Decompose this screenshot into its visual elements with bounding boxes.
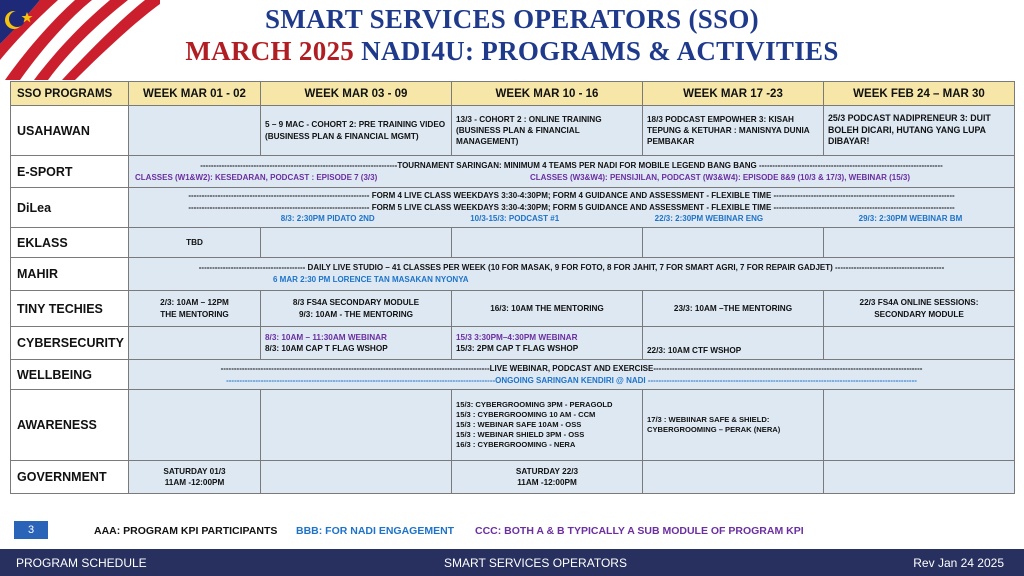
legend-ccc: CCC: BOTH A & B TYPICALLY A SUB MODULE OF PROGRAM KPI (475, 525, 804, 537)
dilea-event: 10/3-15/3: PODCAST #1 (470, 214, 560, 224)
footer-bar (0, 549, 1024, 576)
program-label: TINY TECHIES (11, 291, 129, 327)
table-row-cybersecurity (11, 327, 1015, 360)
schedule-cell (261, 461, 452, 494)
schedule-cell (824, 461, 1015, 494)
column-header-programs: SSO PROGRAMS (11, 82, 129, 106)
cell-line: SATURDAY 22/3 (515, 466, 579, 476)
program-label: DiLea (11, 188, 129, 228)
program-label: E-SPORT (11, 156, 129, 188)
table-header-row (11, 82, 1015, 106)
schedule-cell (643, 390, 824, 461)
schedule-cell: 23/3: 10AM –THE MENTORING (643, 291, 824, 327)
column-header-week: WEEK FEB 24 – MAR 30 (824, 82, 1015, 106)
table-row-wellbeing (11, 360, 1015, 390)
cell-line: 17/3 : WEBIINAR SAFE & SHIELD: (647, 414, 770, 424)
schedule-cell (261, 327, 452, 360)
schedule-cell (129, 291, 261, 327)
program-label: MAHIR (11, 258, 129, 291)
dilea-event: 29/3: 2:30PM WEBINAR BM (858, 214, 963, 224)
schedule-cell: 25/3 PODCAST NADIPRENEUR 3: DUIT BOLEH DICARI, HUTANG YANG LUPA DIBAYAR! (824, 106, 1015, 156)
schedule-cell (261, 228, 452, 258)
schedule-cell (129, 106, 261, 156)
cell-line: 15/3 : WEBINAR SAFE 10AM - OSS (456, 420, 582, 430)
program-label: WELLBEING (11, 360, 129, 390)
schedule-cell (824, 327, 1015, 360)
cell-line: 15/3: CYBERGROOMING 3PM - PERAGOLD (456, 400, 613, 410)
span-line: ---------------------------------------- DAILY LIVE STUDIO – 41 CLASSES PER WEEK (10 FOR MASAK, 9 FOR FOTO, 8 FOR JAHIT, 7 FOR SMART AGRI, 7 FOR REPAIR GADJET) ----------------------------------------- (198, 263, 945, 273)
schedule-cell (452, 327, 643, 360)
program-label: USAHAWAN (11, 106, 129, 156)
program-label: EKLASS (11, 228, 129, 258)
schedule-cell (261, 291, 452, 327)
schedule-span-cell (129, 258, 1015, 291)
schedule-cell (824, 291, 1015, 327)
subtitle-text: NADI4U: PROGRAMS & ACTIVITIES (354, 36, 839, 66)
schedule-table (10, 81, 1015, 494)
table-row-esport (11, 156, 1015, 188)
cell-line: 15/3 3:30PM–4:30PM WEBINAR (456, 332, 578, 342)
schedule-cell: 22/3: 10AM CTF WSHOP (643, 327, 824, 360)
schedule-cell (452, 390, 643, 461)
column-header-week: WEEK MAR 01 - 02 (129, 82, 261, 106)
table-row-awareness (11, 390, 1015, 461)
program-label: GOVERNMENT (11, 461, 129, 494)
span-line (133, 213, 1010, 225)
cell-line: 11AM -12:00PM (517, 478, 577, 487)
schedule-cell: 18/3 PODCAST EMPOWHER 3: KISAH TEPUNG & KETUHAR : MANISNYA DUNIA PEMBAKAR (643, 106, 824, 156)
schedule-cell (261, 390, 452, 461)
schedule-cell (452, 228, 643, 258)
page-title: SMART SERVICES OPERATORS (SSO) (265, 4, 759, 34)
table-row-usahawan (11, 106, 1015, 156)
table-row-tiny-techies (11, 291, 1015, 327)
span-line: -------------------------------------------------------------------- FORM 5 LIVE CLASS WEEKDAYS 3:30-4:30PM; FORM 5 GUIDANCE AND ASSESSMENT - FLEXIBLE TIME -------------------------------------------------------------------- (188, 202, 955, 212)
schedule-cell (129, 390, 261, 461)
esport-classes-w3w4: CLASSES (W3&W4): PENSIJILAN, PODCAST (W3&W4): EPISODE 8&9 (10/3 & 17/3), WEBINAR (15/3) (529, 172, 910, 182)
cell-line: 2/3: 10AM – 12PM (160, 298, 229, 308)
span-line: -----------------------------------------------------------------------------------------------------ONGOING SARINGAN KENDIRI @ NADI ----------------------------------------------------------------------------------------------------- (226, 375, 917, 385)
column-header-week: WEEK MAR 03 - 09 (261, 82, 452, 106)
schedule-cell: 13/3 - COHORT 2 : ONLINE TRAINING (BUSINESS PLAN & FINANCIAL MANAGEMENT) (452, 106, 643, 156)
schedule-cell (129, 327, 261, 360)
cell-line: 8/3: 10AM CAP T FLAG WSHOP (265, 344, 388, 353)
schedule-cell (643, 461, 824, 494)
program-label: CYBERSECURITY (11, 327, 129, 360)
cell-line: 15/3: 2PM CAP T FLAG WSHOP (456, 344, 579, 353)
dilea-event: 22/3: 2:30PM WEBINAR ENG (654, 214, 764, 224)
cell-line: SATURDAY 01/3 (163, 466, 226, 476)
cell-line: 9/3: 10AM - THE MENTORING (298, 309, 414, 319)
cell-line: CYBERGROOMING – PERAK (NERA) (647, 425, 781, 434)
span-line: -----------------------------------------------------------------------------------------------------LIVE WEBINAR, PODCAST AND EXERCISE----------------------------------------------------------------------------------------------------- (220, 363, 923, 373)
schedule-cell (643, 228, 824, 258)
span-line (133, 172, 1010, 184)
cell-line: 11AM -12:00PM (164, 478, 225, 487)
span-line: --------------------------------------------------------------------------TOURNAMENT SARINGAN: MINIMUM 4 TEAMS PER NADI FOR MOBILE LEGEND BANG BANG --------------------------------------------------------------------- (200, 160, 943, 170)
footer-center-text: SMART SERVICES OPERATORS (444, 556, 627, 570)
page-number-badge: 3 (14, 521, 48, 539)
column-header-week: WEEK MAR 10 - 16 (452, 82, 643, 106)
schedule-cell: 5 – 9 MAC - COHORT 2: PRE TRAINING VIDEO (BUSINESS PLAN & FINANCIAL MGMT) (261, 106, 452, 156)
schedule-span-cell (129, 360, 1015, 390)
table-row-dilea (11, 188, 1015, 228)
program-label: AWARENESS (11, 390, 129, 461)
table-row-government (11, 461, 1015, 494)
footer-left-text: PROGRAM SCHEDULE (16, 556, 147, 570)
schedule-cell (129, 461, 261, 494)
schedule-cell (452, 461, 643, 494)
cell-line: 8/3 FS4A SECONDARY MODULE (292, 298, 420, 308)
cell-line: THE MENTORING (160, 309, 229, 319)
cell-line: SECONDARY MODULE (874, 309, 964, 319)
schedule-span-cell (129, 156, 1015, 188)
legend-bbb: BBB: FOR NADI ENGAGEMENT (296, 525, 455, 537)
cell-line: 16/3 : CYBERGROOMING - NERA (456, 439, 576, 449)
cell-line: 8/3: 10AM – 11:30AM WEBINAR (265, 332, 387, 342)
table-row-eklass (11, 228, 1015, 258)
dilea-event: 8/3: 2:30PM PIDATO 2ND (280, 214, 375, 224)
footer-revision-text: Rev Jan 24 2025 (913, 556, 1004, 570)
page-subtitle (0, 36, 1024, 67)
schedule-cell (824, 228, 1015, 258)
span-line: 6 MAR 2:30 PM LORENCE TAN MASAKAN NYONYA (273, 275, 469, 284)
table-row-mahir (11, 258, 1015, 291)
schedule-span-cell (129, 188, 1015, 228)
legend-aaa: AAA: PROGRAM KPI PARTICIPANTS (94, 525, 278, 537)
esport-classes-w1w2: CLASSES (W1&W2): KESEDARAN, PODCAST : EPISODE 7 (3/3) (135, 172, 378, 182)
cell-line: 22/3 FS4A ONLINE SESSIONS: (859, 298, 979, 308)
subtitle-month: MARCH 2025 (185, 36, 355, 66)
cell-line: 15/3 : CYBERGROOMING 10 AM - CCM (456, 410, 596, 420)
cell-line: 15/3 : WEBINAR SHIELD 3PM - OSS (456, 429, 585, 439)
schedule-cell: 16/3: 10AM THE MENTORING (452, 291, 643, 327)
column-header-week: WEEK MAR 17 -23 (643, 82, 824, 106)
span-line: -------------------------------------------------------------------- FORM 4 LIVE CLASS WEEKDAYS 3:30-4:30PM; FORM 4 GUIDANCE AND ASSESSMENT - FLEXIBLE TIME -------------------------------------------------------------------- (188, 191, 955, 201)
schedule-cell: TBD (129, 228, 261, 258)
schedule-cell (824, 390, 1015, 461)
